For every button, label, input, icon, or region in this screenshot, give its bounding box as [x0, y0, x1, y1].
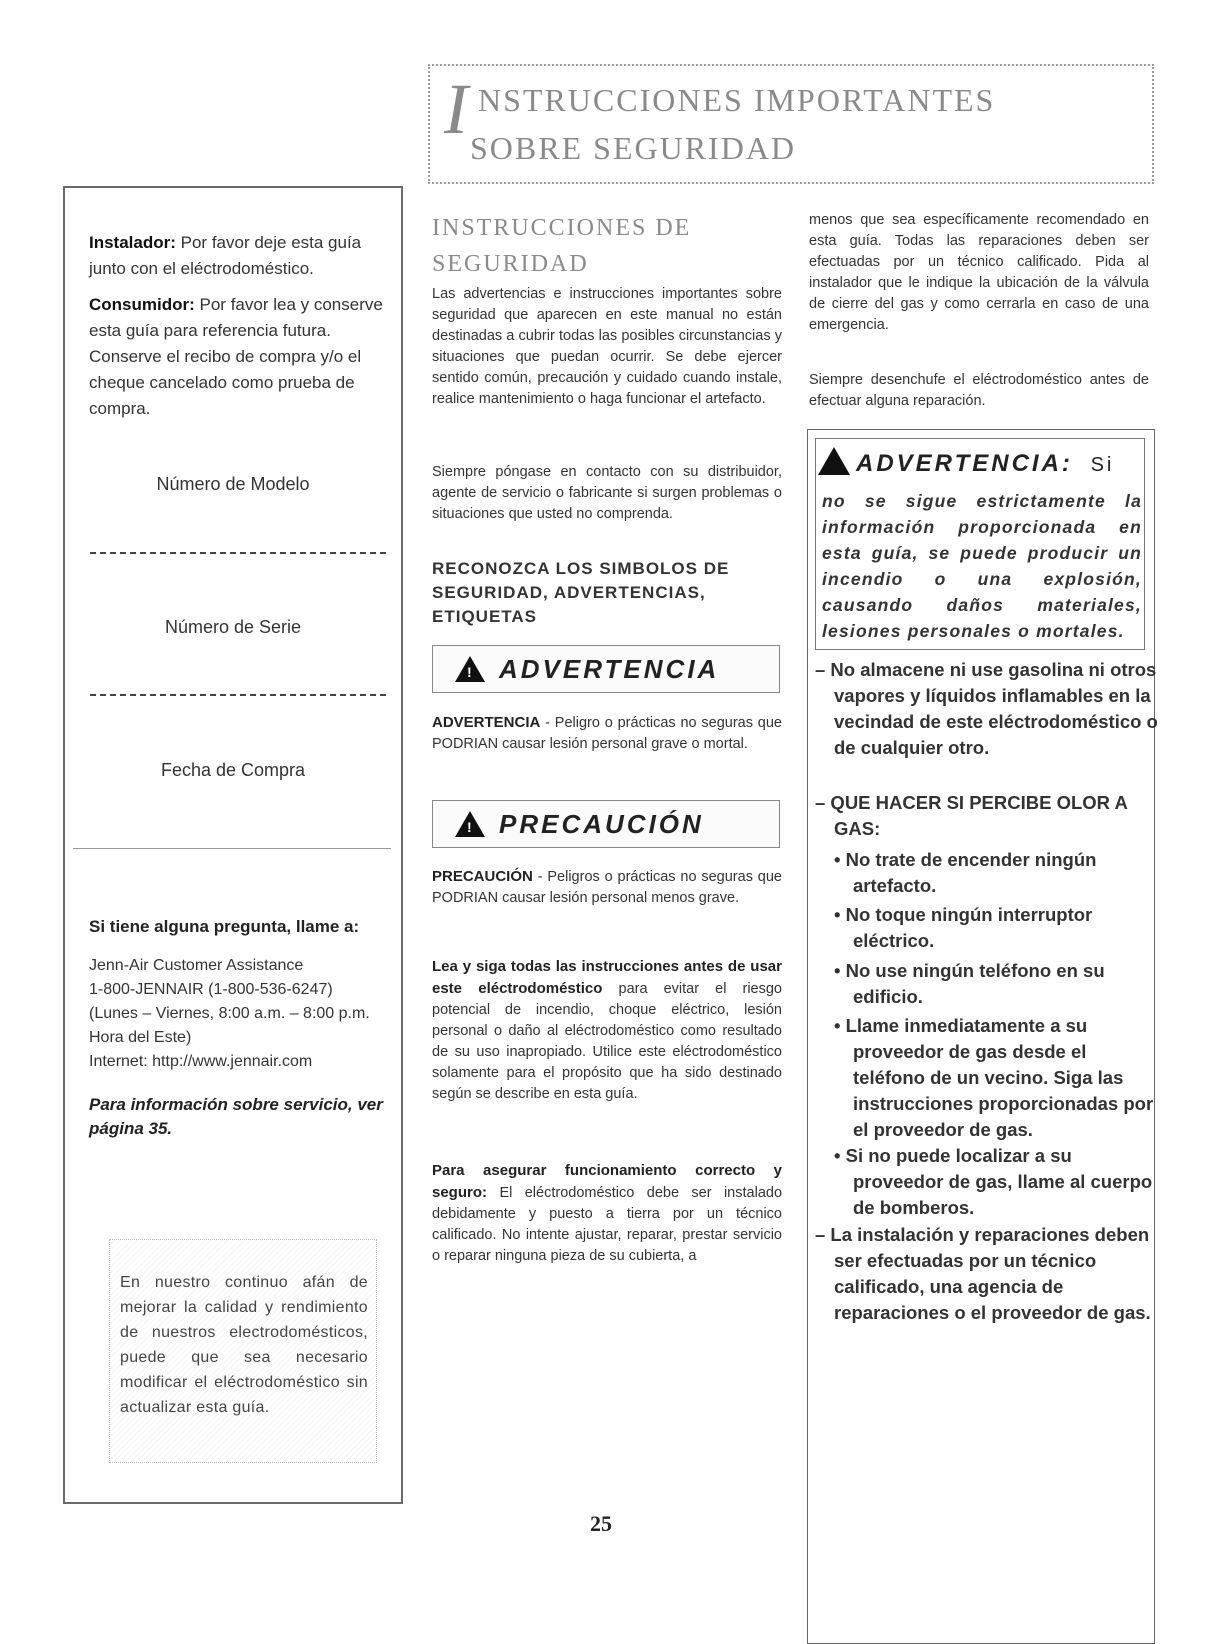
warning-label-text: ADVERTENCIA [499, 654, 720, 684]
caution-label-box [432, 800, 780, 848]
gas-bullet: • No trate de encender ningún artefacto. [834, 849, 1097, 896]
fire-warning-text: no se sigue estrictamente la información proporcionada en esta guía, se puede producir un incendio o una explosión, causando daños materiales, lesiones personales o mortales. [822, 491, 1142, 641]
warning-triangle-icon [818, 447, 850, 475]
read-instructions-paragraph [432, 956, 782, 1105]
warning-definition [432, 712, 782, 755]
section-heading-line-1: INSTRUCCIONES DE [432, 215, 692, 241]
contact-paragraph: Siempre póngase en contacto con su distribuidor, agente de servicio o fabricante si surgen problemas o situaciones que usted no comprenda. [432, 464, 782, 522]
title-initial: I [444, 69, 470, 149]
notice-text: En nuestro continuo afán de mejorar la calidad y rendimiento de nuestros electrodomésticos, puede que sea necesario modificar el eléctrodoméstico sin actualizar esta guía. [120, 1274, 368, 1416]
installation-warning: – La instalación y reparaciones deben ser efectuadas por un técnico calificado, una agencia de reparaciones o el proveedor de gas. [815, 1224, 1151, 1323]
gas-smell-heading: – QUE HACER SI PERCIBE OLOR A GAS: [815, 792, 1128, 839]
contact-line: 1-800-JENNAIR (1-800-536-6247) [89, 981, 333, 998]
contact-line: Hora del Este) [89, 1029, 192, 1046]
serial-number-line [90, 694, 386, 696]
caution-definition-text: - Peligros o prácticas no seguras que PODRIAN causar lesión personal menos grave. [432, 869, 782, 906]
page-number: 25 [590, 1511, 612, 1536]
gas-bullet: • No toque ningún interruptor eléctrico. [834, 904, 1093, 951]
question-heading: Si tiene alguna pregunta, llame a: [89, 917, 360, 936]
caution-label-text: PRECAUCIÓN [499, 809, 704, 839]
model-number-line [90, 552, 386, 554]
unplug-paragraph: Siempre desenchufe el eléctrodoméstico antes de efectuar alguna reparación. [809, 372, 1149, 409]
serial-number-label: Número de Serie [164, 617, 302, 637]
read-instructions-text: para evitar el riesgo potencial de incendio, choque eléctrico, lesión personal o daño al eléctrodoméstico como resultado de su uso inapropiado. Utilice este eléctrodoméstico solamente para el propósito que ha sido destinado según se describe en esta guía. [432, 981, 782, 1102]
repairs-paragraph: menos que sea específicamente recomendado en esta guía. Todas las reparaciones deben ser efectuadas por un técnico calificado. Pida al instalador que le indique la ubicación de la válvula de cierre del gas y como cerrarla en caso de una emergencia. [809, 212, 1149, 333]
caution-definition-head: PRECAUCIÓN [432, 868, 533, 885]
model-number-label: Número de Modelo [156, 474, 310, 494]
installer-text: Por favor deje esta guía junto con el eléctrodoméstico. [89, 233, 362, 278]
title-line-2: SOBRE SEGURIDAD [470, 130, 797, 166]
title-line-1: NSTRUCCIONES IMPORTANTES [478, 82, 996, 118]
read-instructions-head: Lea y siga todas las instrucciones antes de usar este eléctrodoméstico [432, 958, 782, 997]
fire-warning-heading [818, 450, 1148, 479]
intro-paragraph: Las advertencias e instrucciones importantes sobre seguridad que aparecen en este manual no están destinadas a cubrir todas las posibles circunstancias y situaciones que puedan ocurrir. Se debe ejercer sentido común, precaución y cuidado cuando instale, realice mantenimiento o haga funcionar el artefacto. [432, 286, 782, 407]
installer-note [89, 230, 389, 282]
caution-definition [432, 866, 782, 909]
title-banner [428, 64, 1154, 184]
section-heading [432, 210, 691, 282]
contact-line: Jenn-Air Customer Assistance [89, 957, 304, 974]
purchase-date-rule [73, 848, 391, 849]
consumer-note [89, 292, 389, 422]
contact-line: Internet: http://www.jennair.com [89, 1053, 313, 1070]
warning-label-box [432, 645, 780, 693]
correct-operation-text: El eléctrodoméstico debe ser instalado debidamente y puesto a tierra por un técnico calificado. No intente ajustar, reparar, prestar servicio o reparar ninguna pieza de su cubierta, a [432, 1185, 783, 1264]
symbols-heading: RECONOZCA LOS SIMBOLOS DE SEGURIDAD, ADVERTENCIAS, ETIQUETAS [432, 559, 730, 626]
section-heading-line-2: SEGURIDAD [432, 251, 589, 277]
warning-definition-text: - Peligro o prácticas no seguras que PODRIAN causar lesión personal grave o mortal. [432, 715, 782, 752]
gas-bullet: • Llame inmediatamente a su proveedor de gas desde el teléfono de un vecino. Siga las instrucciones proporcionadas por el proveedor de gas. [834, 1015, 1154, 1140]
purchase-date-label: Fecha de Compra [160, 760, 306, 780]
contact-line: (Lunes – Viernes, 8:00 a.m. – 8:00 p.m. [89, 1005, 370, 1022]
consumer-text: Por favor lea y conserve esta guía para referencia futura. Conserve el recibo de compra y/o el cheque cancelado como prueba de compra. [89, 295, 383, 418]
warning-definition-head: ADVERTENCIA [432, 714, 541, 731]
gas-bullet: • Si no puede localizar a su proveedor de gas, llame al cuerpo de bomberos. [834, 1145, 1153, 1218]
gasoline-warning: – No almacene ni use gasolina ni otros vapores y líquidos inflamables en la vecindad de este eléctrodoméstico o de cualquier otro. [815, 659, 1158, 758]
correct-operation-paragraph [432, 1160, 782, 1267]
correct-operation-head: Para asegurar funcionamiento correcto y seguro: [432, 1162, 782, 1201]
fire-warning-lead: Si [1090, 454, 1115, 476]
gas-bullet: • No use ningún teléfono en su edificio. [834, 960, 1105, 1007]
warning-triangle-icon [455, 656, 485, 682]
contact-info [89, 954, 399, 1074]
service-note: Para información sobre servicio, ver página 35. [89, 1095, 383, 1138]
installer-label: Instalador: [89, 233, 176, 252]
consumer-label: Consumidor: [89, 295, 195, 314]
warning-triangle-icon [455, 811, 485, 837]
fire-warning-label: ADVERTENCIA: [856, 450, 1073, 477]
